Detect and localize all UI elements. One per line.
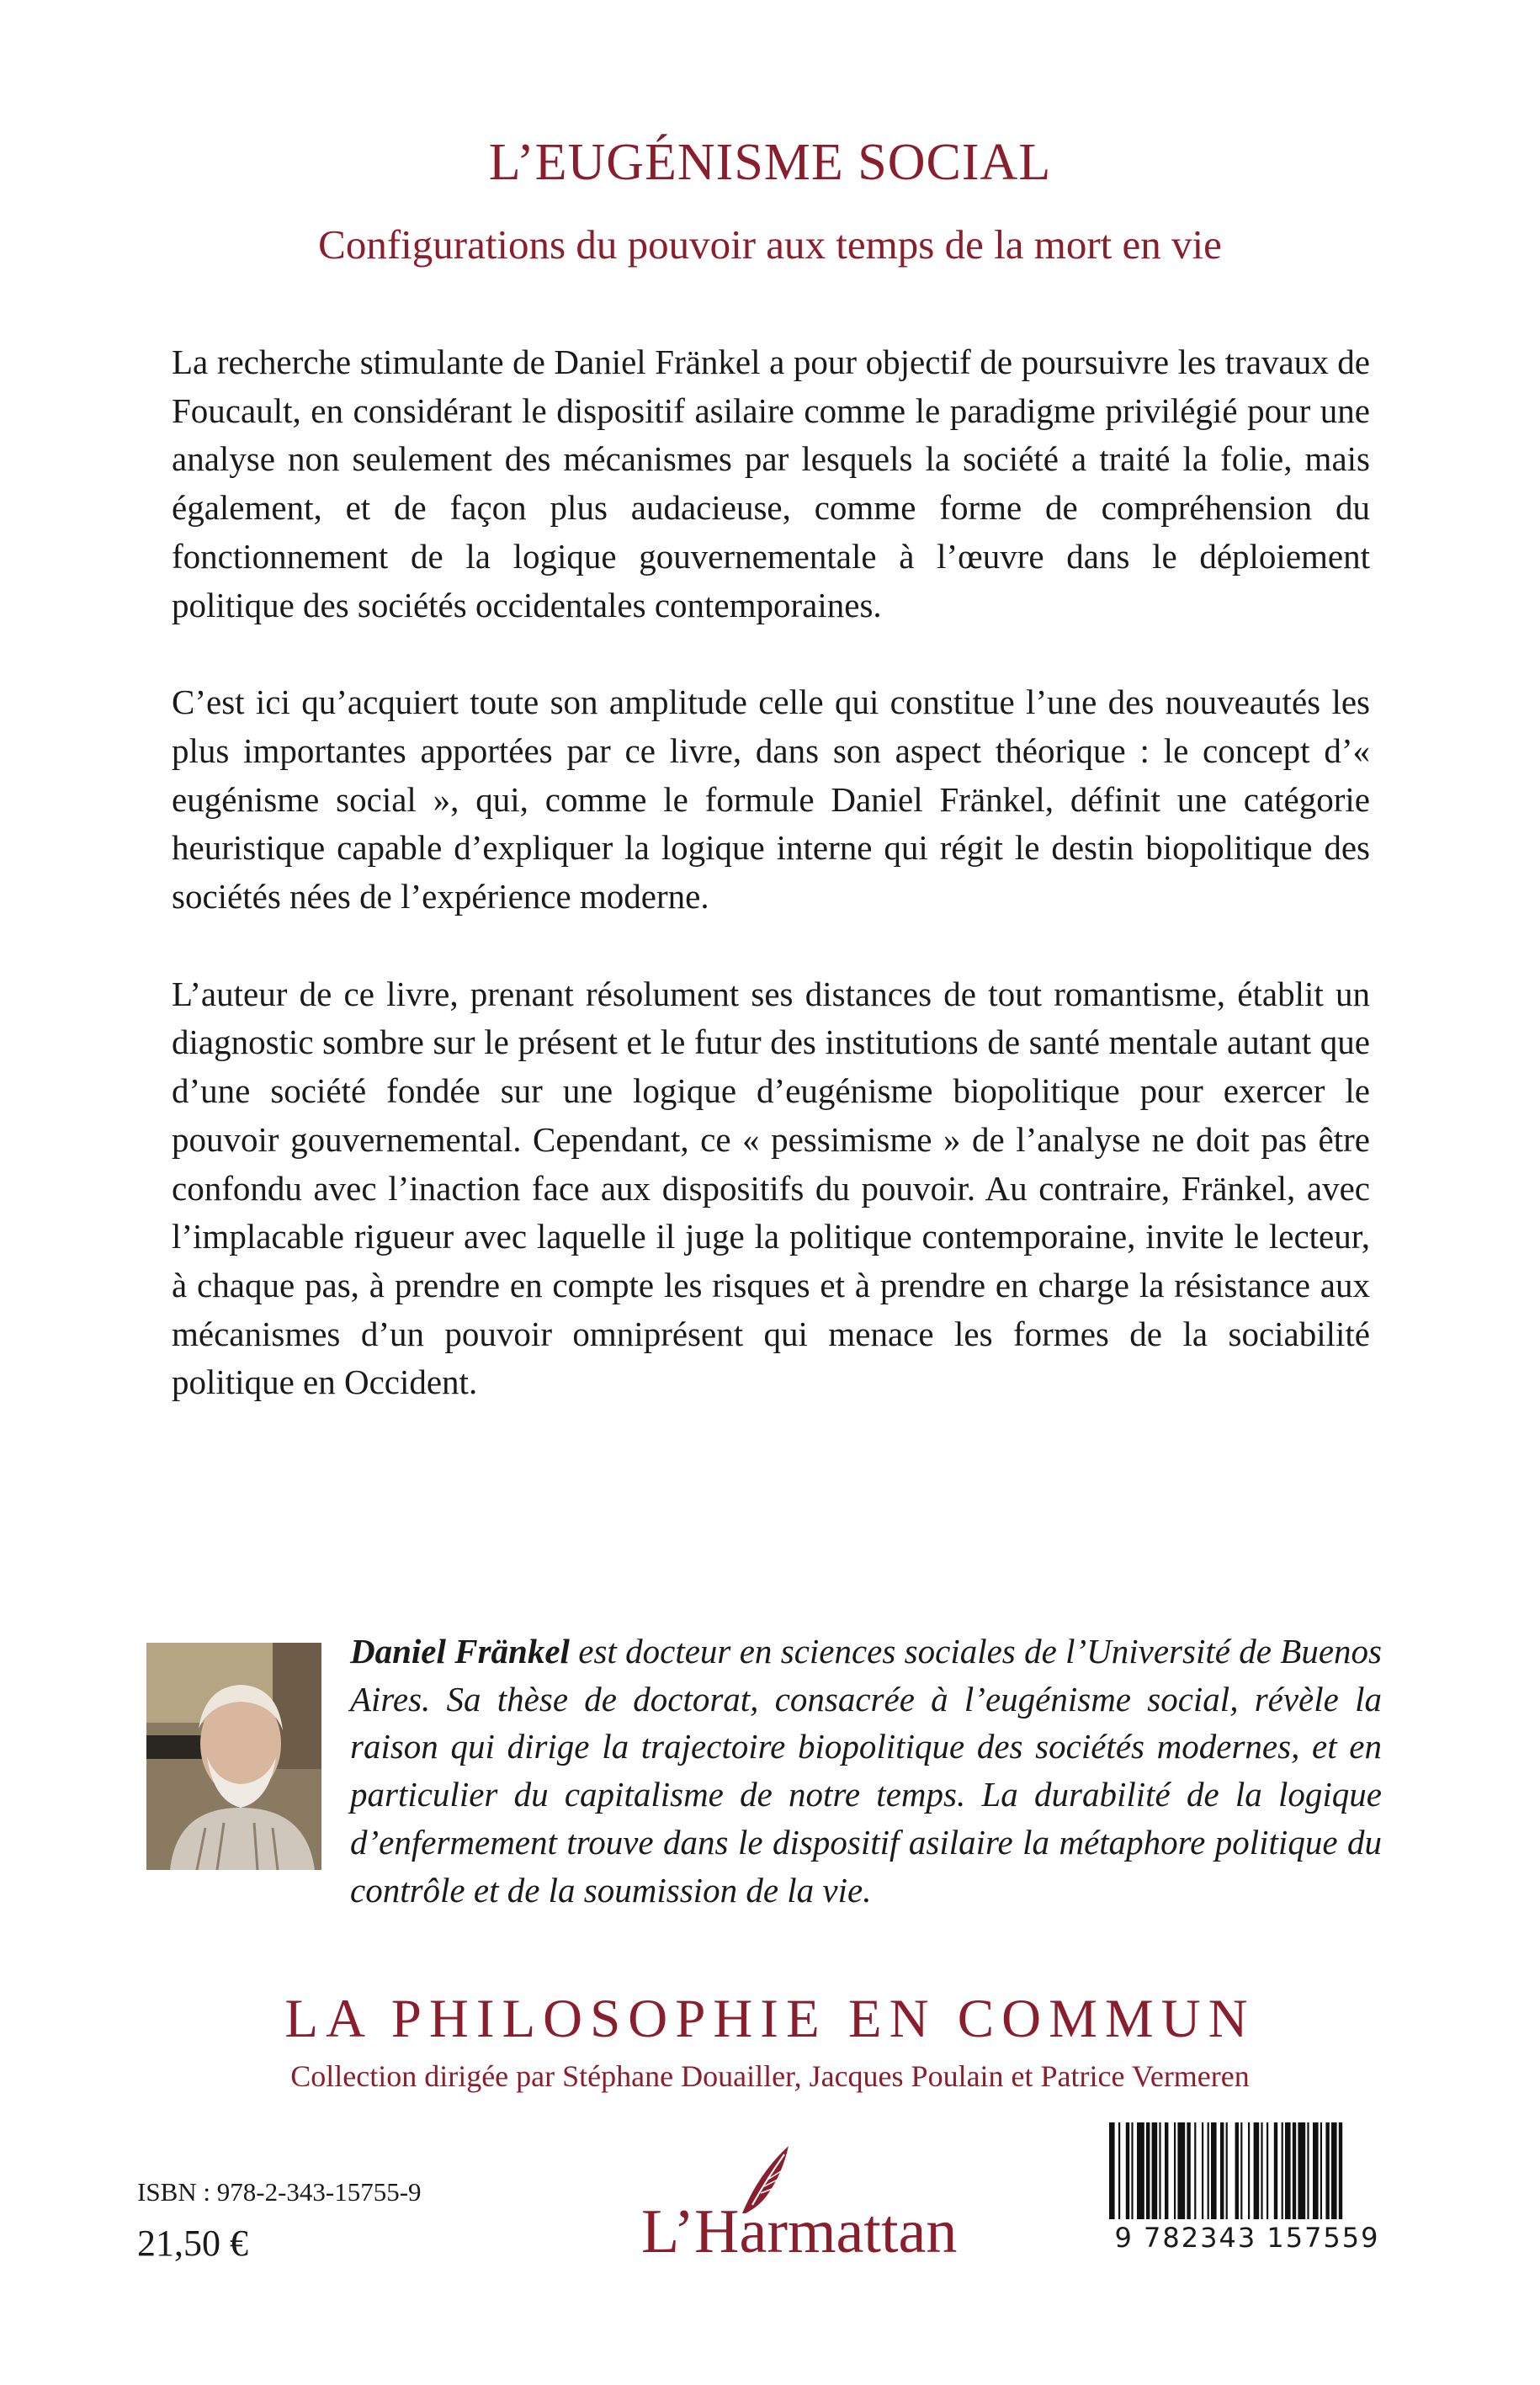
publisher-name: L’Harmattan bbox=[641, 2197, 958, 2266]
author-bio-text: est docteur en sciences sociales de l’Université de Buenos Aires. Sa thèse de doctorat, consacrée à l’eugénisme social, révèle la raison qui dirige la trajectoire biopolitique des sociétés modernes, et en particulier du capitalisme de notre temps. La durabilité de la logique d’enfermement trouve dans le dispositif asilaire la métaphore politique du contrôle et de la soumission de la vie. bbox=[350, 1632, 1383, 1910]
description-paragraph: C’est ici qu’acquiert toute son amplitude celle qui constitue l’une des nouveautés les plus importantes apportées par ce livre, dans son aspect théorique : le concept d’« eugénisme social », qui, comme le formule Daniel Fränkel, définit une catégorie heuristique capable d’expliquer la logique interne qui régit le destin biopolitique des sociétés nées de l’expérience moderne. bbox=[172, 683, 1370, 916]
description-paragraph: L’auteur de ce livre, prenant résolument ses distances de tout romantisme, établit un diagnostic sombre sur le présent et le futur des institutions de santé mentale autant que d’une société fondée sur une logique d’eugénisme biopolitique pour exercer le pouvoir gouvernemental. Cependant, ce « pessimisme » de l’analyse ne doit pas être confondu avec l’inaction face aux dispositifs du pouvoir. Au contraire, Fränkel, avec l’implacable rigueur avec laquelle il juge la politique contemporaine, invite le lecteur, à chaque pas, à prendre en compte les risques et à prendre en charge la résistance aux mécanismes d’un pouvoir omniprésent qui menace les formes de la sociabilité politique en Occident. bbox=[172, 974, 1370, 1402]
author-bio bbox=[143, 1628, 1382, 1914]
description-paragraph: La recherche stimulante de Daniel Fränkel a pour objectif de poursuivre les travaux de Foucault, en considérant le dispositif asilaire comme le paradigme privilégié pour une analyse non seulement des mécanismes par lesquels la société a traité la folie, mais également, et de façon plus audacieuse, comme forme de compréhension du fonctionnement de la logique gouvernementale à l’œuvre dans le déploiement politique des sociétés occidentales contemporaines. bbox=[172, 343, 1370, 624]
publisher-logo bbox=[641, 2139, 958, 2291]
price: 21,50 € bbox=[137, 2223, 248, 2264]
collection-name: LA PHILOSOPHIE EN COMMUN bbox=[284, 1989, 1256, 2049]
description bbox=[172, 338, 1370, 1456]
barcode-number: 9 782343 157559 bbox=[1114, 2222, 1380, 2254]
book-subtitle: Configurations du pouvoir aux temps de la mort en vie bbox=[318, 221, 1222, 268]
barcode-icon bbox=[1104, 2122, 1390, 2282]
collection-directors: Collection dirigée par Stéphane Douailler, Jacques Poulain et Patrice Vermeren bbox=[290, 2059, 1250, 2093]
author-photo bbox=[146, 1643, 321, 1870]
isbn: ISBN : 978-2-343-15755-9 bbox=[137, 2177, 422, 2207]
book-title: L’EUGÉNISME SOCIAL bbox=[488, 134, 1052, 191]
author-name: Daniel Fränkel bbox=[350, 1632, 570, 1671]
